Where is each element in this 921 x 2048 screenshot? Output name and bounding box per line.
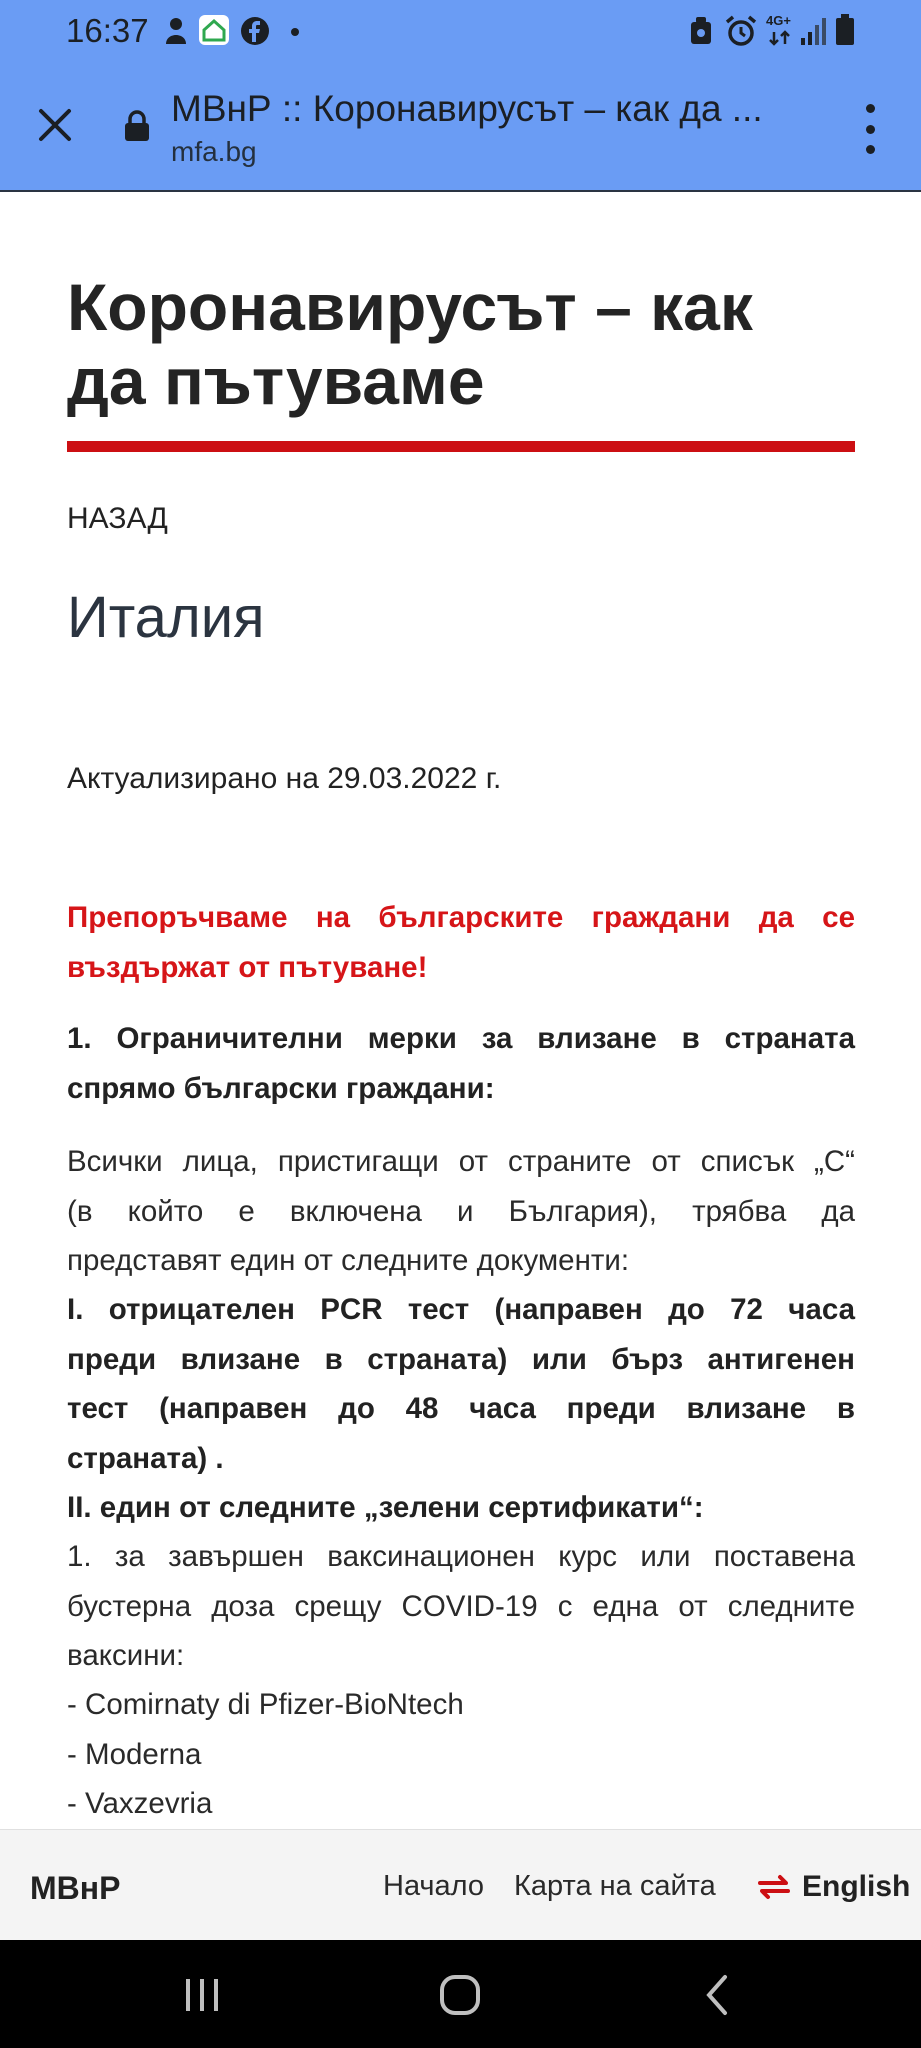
browser-top-bar [0, 0, 921, 192]
article-title-line: да пътуваме [67, 344, 485, 418]
title-divider [67, 441, 855, 452]
system-navigation-bar [0, 1940, 921, 2048]
item-line: 1. за завършен ваксинационен курс или поставена [67, 1540, 855, 1573]
home-button[interactable] [430, 1970, 490, 2020]
data-saver-icon [689, 16, 713, 46]
article-title-line: Коронавирусът – как [67, 270, 753, 344]
menu-dot-icon [866, 145, 875, 154]
network-type-label: 4G+ [766, 13, 791, 28]
recent-apps-icon [182, 1977, 222, 2013]
requirement-line: I. отрицателен PCR тест (направен до 72 часа [67, 1293, 855, 1326]
item-line: ваксини: [67, 1639, 185, 1672]
language-switch[interactable] [756, 1870, 910, 1904]
country-heading: Италия [67, 585, 265, 650]
menu-dot-icon [866, 104, 875, 113]
list-item: - Comirnaty di Pfizer-BioNtech [67, 1688, 464, 1721]
back-link[interactable]: НАЗАД [67, 502, 168, 535]
section-heading [67, 1014, 855, 1113]
requirement-line: тест (направен до 48 часа преди влизане в [67, 1392, 855, 1425]
home-app-icon [198, 14, 230, 46]
status-bar [0, 0, 921, 64]
site-logo[interactable]: МВнР [30, 1870, 121, 1906]
close-tab-button[interactable] [30, 100, 80, 150]
notification-app-icon [162, 16, 190, 46]
section-heading-line: 1. Ограничителни мерки за влизане в страната [67, 1022, 855, 1055]
page-domain[interactable]: mfa.bg [171, 136, 257, 167]
body-line: Всички лица, пристигащи от страните от списък „C“ [67, 1145, 855, 1178]
list-item: - Vaxzevria [67, 1787, 213, 1820]
vaccination-item [67, 1532, 855, 1681]
requirement-line: преди влизане в страната) или бърз антигенен [67, 1342, 855, 1376]
body-line: представят един от следните документи: [67, 1244, 630, 1277]
more-notifications-dot-icon [290, 27, 300, 37]
travel-warning [67, 893, 855, 992]
vaccine-list [67, 1680, 855, 1829]
warning-line: Препоръчваме на българските граждани да се [67, 901, 855, 934]
requirement-line: II. един от следните „зелени сертификати“: [67, 1491, 704, 1524]
list-item: - Moderna [67, 1737, 202, 1771]
lock-icon[interactable] [124, 110, 150, 142]
warning-line: въздържат от пътуване! [67, 950, 428, 984]
requirement-line: страната) . [67, 1441, 224, 1475]
back-button[interactable] [688, 1970, 748, 2020]
updated-date: Актуализирано на 29.03.2022 г. [67, 762, 502, 795]
more-options-button[interactable] [855, 104, 885, 154]
article-title [67, 270, 855, 418]
section-heading-line: спрямо български граждани: [67, 1071, 495, 1105]
requirement-one [67, 1285, 855, 1483]
footer-sitemap-link[interactable]: Карта на сайта [514, 1870, 716, 1902]
site-footer [0, 1829, 921, 1940]
recent-apps-button[interactable] [172, 1970, 232, 2020]
page-title-in-toolbar[interactable]: МВнР :: Коронавирусът – как да ... [171, 88, 763, 129]
body-paragraph [67, 1137, 855, 1286]
close-icon [38, 108, 72, 142]
body-line: (в който е включена и България), трябва да [67, 1194, 855, 1228]
data-arrows-icon [768, 30, 792, 46]
requirement-two [67, 1483, 855, 1533]
status-time: 16:37 [66, 12, 149, 49]
battery-icon [835, 14, 855, 46]
back-chevron-icon [703, 1973, 733, 2017]
language-label: English [802, 1870, 911, 1903]
item-line: бустерна доза срещу COVID-19 с една от следните [67, 1589, 855, 1623]
footer-home-link[interactable]: Начало [383, 1870, 485, 1902]
signal-strength-icon [800, 16, 826, 46]
facebook-icon [240, 16, 270, 46]
menu-dot-icon [866, 125, 875, 134]
language-switch-icon [756, 1874, 792, 1900]
home-icon [438, 1973, 482, 2017]
alarm-icon [724, 14, 758, 48]
